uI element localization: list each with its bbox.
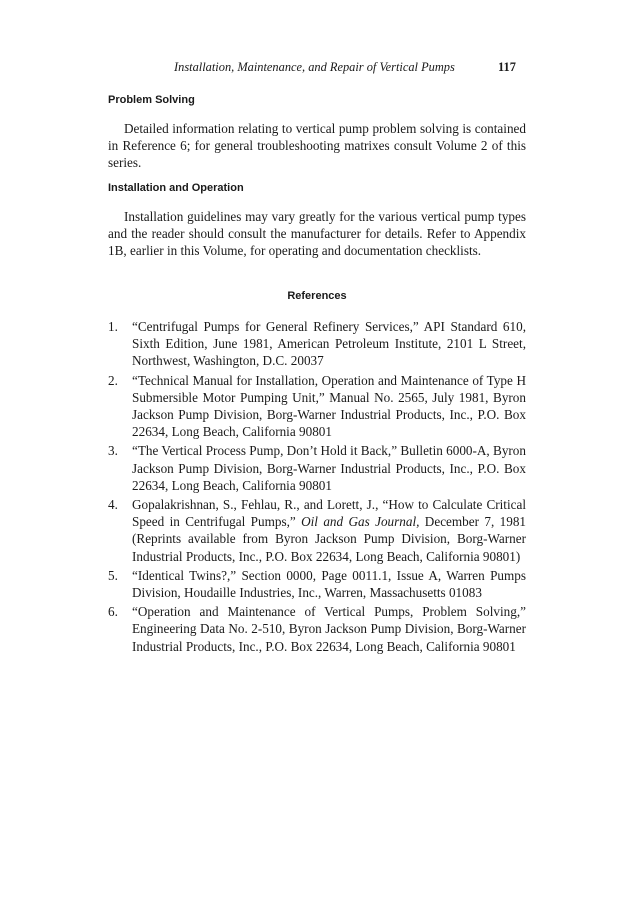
reference-item bbox=[108, 442, 526, 494]
section-body-installation-operation: Installation guidelines may vary greatly for the various vertical pump types and the reader should consult the manufacturer for details. Refer to Appendix 1B, earlier in this Volume, for operating and documentation checklists. bbox=[108, 209, 526, 259]
references-list bbox=[108, 318, 526, 657]
section-heading-installation-operation: Installation and Operation bbox=[108, 182, 244, 194]
reference-text-part: Gopalakrishnan, S., Fehlau, R., and Lorett, J., “How to Calculate Critical Speed in Centrifugal Pumps,” bbox=[132, 497, 526, 530]
reference-text: “The Vertical Process Pump, Don’t Hold it Back,” Bulletin 6000-A, Byron Jackson Pump Division, Borg-Warner Industrial Products, Inc., P.O. Box 22634, Long Beach, California 90801 bbox=[132, 443, 526, 493]
reference-item bbox=[108, 603, 526, 655]
reference-number: 2. bbox=[108, 372, 118, 388]
reference-number: 4. bbox=[108, 497, 118, 513]
reference-text-part: December 7, 1981 (Reprints available from Byron Jackson Pump Division, Borg-Warner Industrial Products, Inc., P.O. Box 22634, Long Beach, California 90801) bbox=[132, 514, 527, 564]
journal-title: Oil and Gas Journal, bbox=[301, 514, 420, 530]
reference-number: 6. bbox=[108, 604, 118, 620]
reference-number: 3. bbox=[108, 443, 118, 459]
reference-item bbox=[108, 496, 526, 565]
section-heading-problem-solving: Problem Solving bbox=[108, 94, 195, 106]
references-heading: References bbox=[287, 290, 347, 302]
reference-item bbox=[108, 372, 526, 441]
reference-number: 5. bbox=[108, 567, 118, 583]
reference-number: 1. bbox=[108, 319, 118, 334]
running-header-title: Installation, Maintenance, and Repair of Vertical Pumps bbox=[174, 60, 455, 74]
reference-text: “Operation and Maintenance of Vertical Pumps, Problem Solving,” Engineering Data No. 2-510, Byron Jackson Pump Division, Borg-Warner Industrial Products, Inc., P.O. Box 22634, Long Beach, California 90801 bbox=[132, 604, 526, 654]
section-body-problem-solving: Detailed information relating to vertical pump problem solving is contained in Reference 6; for general troubleshooting matrixes consult Volume 2 of this series. bbox=[108, 121, 526, 171]
reference-text: “Technical Manual for Installation, Operation and Maintenance of Type H Submersible Motor Pumping Unit,” Manual No. 2565, July 1981, Byron Jackson Pump Division, Borg-Warner Industrial Products, Inc., P.O. Box 22634, Long Beach, California 90801 bbox=[132, 372, 526, 440]
reference-text: “Centrifugal Pumps for General Refinery Services,” API Standard 610, Sixth Edition, June 1981, American Petroleum Institute, 2101 L Street, Northwest, Washington, D.C. 20037 bbox=[132, 319, 526, 369]
page-number: 117 bbox=[498, 60, 516, 74]
reference-item bbox=[108, 318, 526, 370]
reference-text: “Identical Twins?,” Section 0000, Page 0011.1, Issue A, Warren Pumps Division, Houdaille Industries, Inc., Warren, Massachusetts 01083 bbox=[132, 567, 526, 601]
reference-item bbox=[108, 567, 526, 601]
